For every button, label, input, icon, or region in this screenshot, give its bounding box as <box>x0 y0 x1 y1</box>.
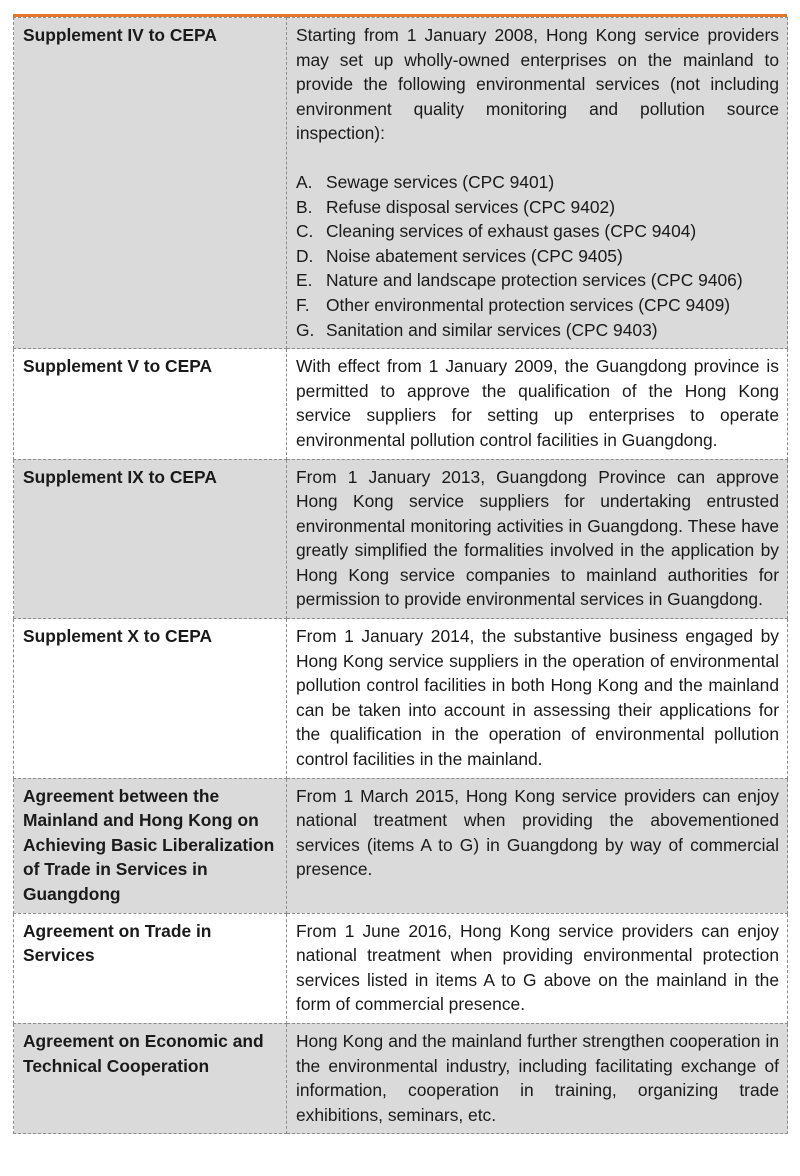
list-item-letter: F. <box>296 294 310 315</box>
table-row <box>14 349 788 459</box>
list-item-text: Nature and landscape protection services (CPC 9406) <box>326 270 743 291</box>
service-list <box>296 170 779 342</box>
list-item-letter: C. <box>296 221 314 242</box>
row-description: With effect from 1 January 2009, the Guangdong province is permitted to approve the qualification of the Hong Kong service suppliers for setting up enterprises to operate environmental pollution control facilities in Guangdong. <box>287 349 788 459</box>
row-label: Agreement between the Mainland and Hong Kong on Achieving Basic Liberalization of Trade in Services in Guangdong <box>14 778 287 913</box>
row-label: Agreement on Trade in Services <box>14 913 287 1023</box>
row-label: Agreement on Economic and Technical Cooperation <box>14 1023 287 1133</box>
list-item-letter: E. <box>296 270 313 291</box>
list-item-letter: G. <box>296 319 315 340</box>
table-row <box>14 778 788 913</box>
list-item-letter: B. <box>296 196 313 217</box>
list-item <box>296 318 779 343</box>
list-item <box>296 293 779 318</box>
list-item-text: Noise abatement services (CPC 9405) <box>326 245 623 266</box>
table-row <box>14 459 788 619</box>
table-row <box>14 913 788 1023</box>
list-item <box>296 219 779 244</box>
list-item <box>296 244 779 269</box>
spacer <box>296 146 779 170</box>
list-item-letter: D. <box>296 245 314 266</box>
row-label: Supplement X to CEPA <box>14 619 287 779</box>
row-label: Supplement IV to CEPA <box>14 18 287 349</box>
row-description: From 1 January 2014, the substantive business engaged by Hong Kong service suppliers in the operation of environmental pollution control facilities in both Hong Kong and the mainland can be taken into account in assessing their applications for the qualification in the operation of environmental pollution control facilities in the mainland. <box>287 619 788 779</box>
list-item-text: Sewage services (CPC 9401) <box>326 171 555 192</box>
cepa-environmental-services-table <box>13 17 788 1134</box>
table-row <box>14 619 788 779</box>
list-item-text: Sanitation and similar services (CPC 9403) <box>326 319 658 340</box>
list-item-text: Refuse disposal services (CPC 9402) <box>326 196 616 217</box>
row-description <box>287 18 788 349</box>
list-item <box>296 268 779 293</box>
list-item-text: Cleaning services of exhaust gases (CPC 9404) <box>326 221 697 242</box>
table-row <box>14 18 788 349</box>
row-description: Hong Kong and the mainland further strengthen cooperation in the environmental industry, including facilitating exchange of information, cooperation in training, organizing trade exhibitions, seminars, etc. <box>287 1023 788 1133</box>
list-item-text: Other environmental protection services (CPC 9409) <box>326 294 731 315</box>
row-label: Supplement IX to CEPA <box>14 459 287 619</box>
row-description: From 1 March 2015, Hong Kong service providers can enjoy national treatment when providing the abovementioned services (items A to G) in Guangdong by way of commercial presence. <box>287 778 788 913</box>
list-item-letter: A. <box>296 171 313 192</box>
row-description: From 1 January 2013, Guangdong Province can approve Hong Kong service suppliers for undertaking entrusted environmental monitoring activities in Guangdong. These have greatly simplified the formalities involved in the application by Hong Kong service companies to mainland authorities for permission to provide environmental services in Guangdong. <box>287 459 788 619</box>
row-label: Supplement V to CEPA <box>14 349 287 459</box>
list-item <box>296 195 779 220</box>
list-item <box>296 170 779 195</box>
table-row <box>14 1023 788 1133</box>
description-text: Starting from 1 January 2008, Hong Kong service providers may set up wholly-owned enterprises on the mainland to provide the following environmental services (not including environment quality monitoring and pollution source inspection): <box>296 25 779 144</box>
row-description: From 1 June 2016, Hong Kong service providers can enjoy national treatment when providing environmental protection services listed in items A to G above on the mainland in the form of commercial presence. <box>287 913 788 1023</box>
